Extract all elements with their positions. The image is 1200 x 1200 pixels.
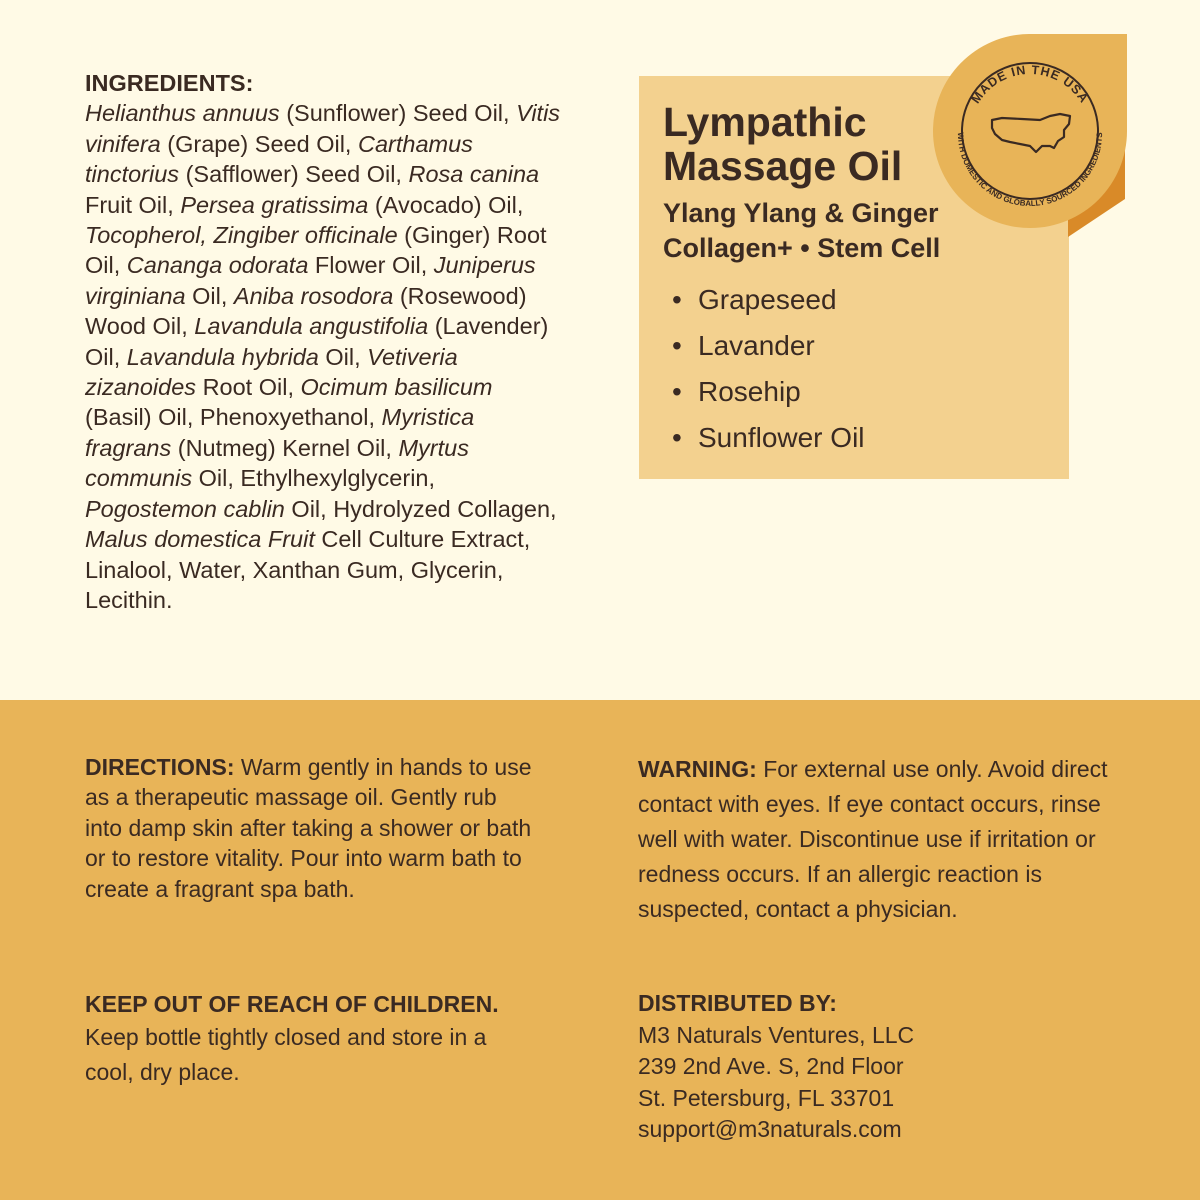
bullet-icon: • — [672, 376, 682, 407]
list-item: • Rosehip — [672, 372, 865, 418]
keep-away-text: Keep bottle tightly closed and store in a cool, dry place. — [85, 1024, 487, 1085]
made-in-usa-seal — [932, 34, 1127, 229]
ingredient-latin-name: Vitis vinifera — [85, 100, 561, 157]
ingredient-latin-name: Myrtus communis — [85, 434, 469, 492]
product-subtitle-line2: Collagen+ • Stem Cell — [663, 233, 941, 263]
ingredient-text: (Rosewood) Wood Oil, — [85, 282, 527, 340]
ingredient-text: Cell Culture Extract, Linalool, Water, Xanthan Gum, Glycerin, Lecithin. — [85, 526, 531, 613]
distributor-email: support@m3naturals.com — [638, 1116, 902, 1142]
ingredient-text: Oil, Hydrolyzed Collagen, — [284, 495, 557, 522]
ingredient-latin-name: Malus domestica Fruit — [85, 526, 315, 553]
directions-text: Warm gently in hands to use as a therapeutic massage oil. Gently rub into damp skin after taking a shower or bath or to restore vitality. Pour into warm bath to create a fragrant spa bath. — [85, 754, 532, 902]
bullet-icon: • — [672, 330, 682, 361]
ingredient-text: Oil, — [185, 282, 234, 309]
ingredient-text: (Sunflower) Seed Oil, — [279, 100, 517, 127]
list-item: • Grapeseed — [672, 280, 865, 326]
distributor-label: DISTRIBUTED BY: — [638, 990, 837, 1016]
key-ingredients-list — [672, 280, 865, 464]
ingredient-latin-name: Lavandula angustifolia — [194, 313, 429, 340]
ingredient-latin-name: Helianthus annuus — [85, 100, 280, 127]
warning-label: WARNING: — [638, 756, 757, 782]
bullet-icon: • — [672, 284, 682, 315]
seal-top-text: MADE IN THE USA — [968, 62, 1092, 106]
ingredient-text: (Ginger) Root Oil, — [85, 222, 547, 279]
ingredient-text: (Lavender) Oil, — [85, 313, 549, 370]
ingredients-heading: INGREDIENTS: — [85, 70, 254, 96]
ingredients-block — [85, 68, 565, 615]
ingredient-latin-name: Aniba rosodora — [233, 282, 394, 309]
ingredient-text: Oil, Ethylhexylglycerin, — [192, 465, 436, 492]
ingredient-latin-name: Cananga odorata — [126, 252, 309, 279]
ingredient-text: Flower Oil, — [308, 252, 434, 279]
ingredients-text — [85, 100, 560, 613]
ingredient-text: Root Oil, — [196, 374, 301, 401]
keep-away-label: KEEP OUT OF REACH OF CHILDREN. — [85, 991, 499, 1017]
distributor-block — [638, 988, 1098, 1146]
product-subtitle — [663, 196, 940, 266]
ingredient-latin-name: Tocopherol, Zingiber officinale — [85, 222, 398, 249]
directions-block — [85, 752, 535, 904]
ingredient-latin-name: Myristica fragrans — [85, 404, 475, 461]
directions-label: DIRECTIONS: — [85, 754, 235, 780]
product-title-line1: Lympathic — [663, 99, 867, 145]
warning-block — [638, 752, 1108, 927]
ingredient-text: (Basil) Oil, Phenoxyethanol, — [85, 404, 382, 431]
product-subtitle-line1: Ylang Ylang & Ginger — [663, 198, 939, 228]
ingredient-latin-name: Carthamus tinctorius — [85, 130, 473, 188]
warning-text: For external use only. Avoid direct contact with eyes. If eye contact occurs, rinse well with water. Discontinue use if irritation or redness occurs. If an allergic reaction is suspected, contact a physician. — [638, 756, 1108, 922]
ingredient-text: Fruit Oil, — [85, 191, 181, 218]
ingredient-text: (Avocado) Oil, — [368, 191, 524, 218]
distributor-city: St. Petersburg, FL 33701 — [638, 1084, 895, 1111]
keep-away-block — [85, 988, 515, 1090]
ingredient-latin-name: Rosa canina — [408, 161, 540, 188]
list-item: • Lavander — [672, 326, 865, 372]
ingredient-latin-name: Ocimum basilicum — [300, 374, 493, 401]
product-title-line2: Massage Oil — [663, 143, 903, 189]
ingredient-text: (Nutmeg) Kernel Oil, — [171, 434, 399, 461]
ingredient-latin-name: Pogostemon cablin — [85, 495, 285, 522]
ingredient-latin-name: Juniperus virginiana — [85, 252, 536, 309]
seal-bottom-text: WITH DOMESTIC AND GLOBALLY SOURCED INGREDIENTS — [955, 132, 1105, 209]
distributor-company: M3 Naturals Ventures, LLC — [638, 1021, 915, 1048]
ingredient-text: (Grape) Seed Oil, — [160, 130, 358, 157]
product-title — [663, 100, 963, 188]
bullet-icon: • — [672, 422, 682, 453]
ingredient-latin-name: Persea gratissima — [180, 191, 369, 218]
ingredient-latin-name: Vetiveria zizanoides — [85, 343, 458, 401]
list-item: • Sunflower Oil — [672, 418, 865, 464]
ingredient-text: (Safflower) Seed Oil, — [179, 161, 409, 188]
ingredient-text: Oil, — [318, 343, 368, 370]
distributor-street: 239 2nd Ave. S, 2nd Floor — [638, 1053, 904, 1079]
ingredient-latin-name: Lavandula hybrida — [126, 343, 319, 370]
